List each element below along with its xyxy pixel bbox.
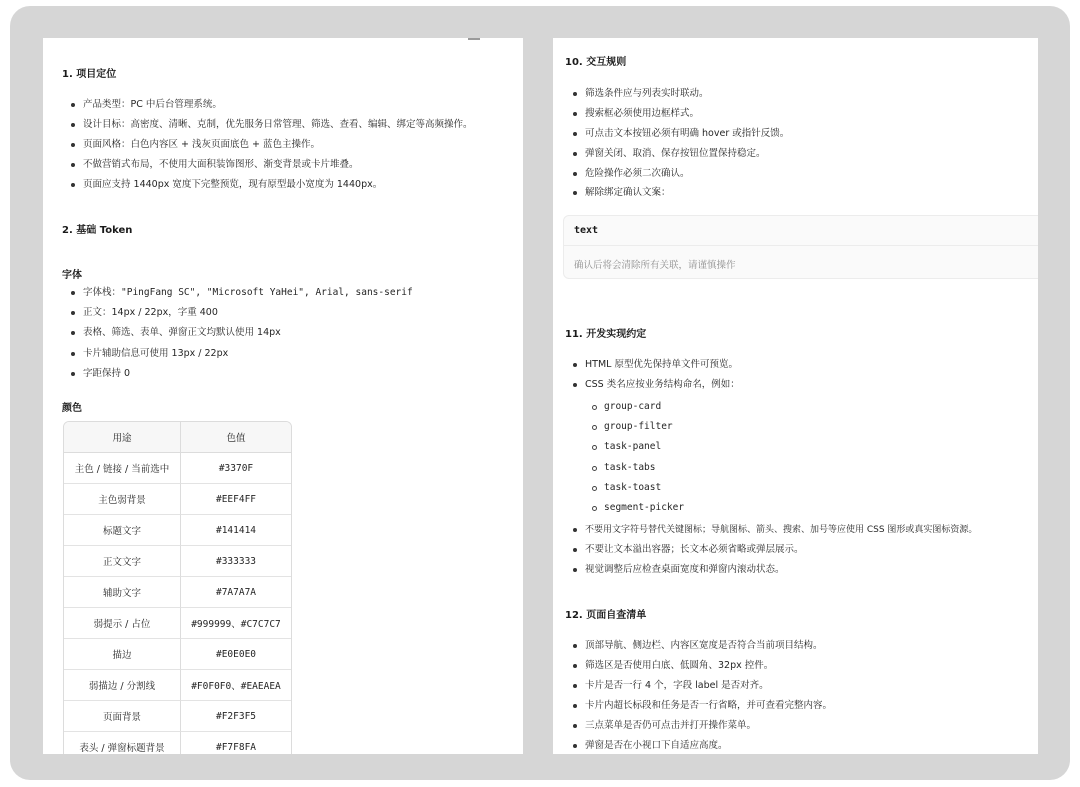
table-row xyxy=(64,701,291,732)
table-cell: 主色 / 链接 / 当前选中 xyxy=(64,453,181,484)
list-item: 卡片是否一行 4 个，字段 label 是否对齐。 xyxy=(585,680,769,691)
table-cell: 辅助文字 xyxy=(64,577,181,608)
left-document-pane xyxy=(43,38,523,754)
table-cell: 正文文字 xyxy=(64,546,181,577)
list-item: group-filter xyxy=(604,421,673,432)
table-cell: 弱描边 / 分割线 xyxy=(64,670,181,701)
list-item: 顶部导航、侧边栏、内容区宽度是否符合当前项目结构。 xyxy=(585,640,823,651)
window-frame xyxy=(10,6,1070,780)
table-row xyxy=(64,732,291,754)
list-item: 不要用文字符号替代关键图标；导航图标、箭头、搜索、加号等应使用 CSS 图形或真实图标资源。 xyxy=(585,525,978,535)
list-item: 危险操作必须二次确认。 xyxy=(585,168,690,179)
list-item: 正文：14px / 22px，字重 400 xyxy=(83,307,218,318)
table-row xyxy=(64,546,291,577)
section-title-dev-conventions: 11. 开发实现约定 xyxy=(565,329,647,340)
list-item: 筛选条件应与列表实时联动。 xyxy=(585,88,709,99)
list-item: 字距保持 0 xyxy=(83,368,131,379)
list-item: HTML 原型优先保持单文件可预览。 xyxy=(585,359,738,370)
list-item: 不要让文本溢出容器；长文本必须省略或弹层展示。 xyxy=(585,544,804,555)
table-cell: #7A7A7A xyxy=(181,577,291,608)
table-cell: #141414 xyxy=(181,515,291,546)
section-title-positioning: 1. 项目定位 xyxy=(62,69,117,80)
section-title-interaction: 10. 交互规则 xyxy=(565,57,627,68)
table-row xyxy=(64,670,291,701)
table-row xyxy=(64,608,291,639)
section-title-tokens: 2. 基础 Token xyxy=(62,225,133,236)
list-item: 表格、筛选、表单、弹窗正文均默认使用 14px xyxy=(83,327,281,338)
code-divider xyxy=(564,245,1038,246)
list-item: 视觉调整后应检查桌面宽度和弹窗内滚动状态。 xyxy=(585,564,785,575)
table-cell: #F0F0F0、#EAEAEA xyxy=(181,670,291,701)
subsection-title-color: 颜色 xyxy=(62,403,82,414)
scroll-marker xyxy=(468,38,480,40)
table-cell: 弱提示 / 占位 xyxy=(64,608,181,639)
table-cell: 表头 / 弹窗标题背景 xyxy=(64,732,181,754)
code-language-label: text xyxy=(574,225,599,236)
list-item: 设计目标：高密度、清晰、克制，优先服务日常管理、筛选、查看、编辑、绑定等高频操作。 xyxy=(83,119,473,130)
list-item: 页面风格：白色内容区 + 浅灰页面底色 + 蓝色主操作。 xyxy=(83,139,320,150)
right-document-pane xyxy=(553,38,1038,754)
table-cell: #3370F xyxy=(181,453,291,484)
list-item: segment-picker xyxy=(604,502,685,513)
table-cell: #F2F3F5 xyxy=(181,701,291,732)
code-content: 确认后将会清除所有关联，请谨慎操作 xyxy=(574,260,736,271)
list-item: 弹窗是否在小视口下自适应高度。 xyxy=(585,740,728,751)
list-item: task-panel xyxy=(604,441,662,452)
table-cell: #333333 xyxy=(181,546,291,577)
list-item: 页面应支持 1440px 宽度下完整预览，现有原型最小宽度为 1440px。 xyxy=(83,179,383,190)
table-row xyxy=(64,639,291,670)
list-item: 解除绑定确认文案： xyxy=(585,187,671,198)
list-item: 字体栈："PingFang SC", "Microsoft YaHei", Arial, sans-serif xyxy=(83,287,413,298)
code-block xyxy=(563,215,1038,279)
list-item: CSS 类名应按业务结构命名，例如： xyxy=(585,379,740,390)
table-cell: #EEF4FF xyxy=(181,484,291,515)
list-item: task-tabs xyxy=(604,462,656,473)
table-cell: 标题文字 xyxy=(64,515,181,546)
list-item: 不做营销式布局，不使用大面积装饰图形、渐变背景或卡片堆叠。 xyxy=(83,159,359,170)
section-title-checklist: 12. 页面自查清单 xyxy=(565,610,647,621)
list-item: 产品类型：PC 中后台管理系统。 xyxy=(83,99,222,110)
color-token-table xyxy=(63,421,292,754)
table-row xyxy=(64,577,291,608)
table-cell: #999999、#C7C7C7 xyxy=(181,608,291,639)
table-cell: 主色弱背景 xyxy=(64,484,181,515)
table-cell: #F7F8FA xyxy=(181,732,291,754)
list-item: 卡片内超长标段和任务是否一行省略，并可查看完整内容。 xyxy=(585,700,833,711)
list-item: 弹窗关闭、取消、保存按钮位置保持稳定。 xyxy=(585,148,766,159)
list-item: task-toast xyxy=(604,482,662,493)
list-item: 可点击文本按钮必须有明确 hover 或指针反馈。 xyxy=(585,128,790,139)
table-row xyxy=(64,515,291,546)
table-cell: #E0E0E0 xyxy=(181,639,291,670)
list-item: 三点菜单是否仍可点击并打开操作菜单。 xyxy=(585,720,757,731)
table-cell: 页面背景 xyxy=(64,701,181,732)
table-cell: 描边 xyxy=(64,639,181,670)
list-item: 筛选区是否使用白底、低圆角、32px 控件。 xyxy=(585,660,774,671)
subsection-title-font: 字体 xyxy=(62,270,82,281)
table-header: 用途 xyxy=(64,422,181,453)
table-header: 色值 xyxy=(181,422,291,453)
list-item: group-card xyxy=(604,401,662,412)
table-row xyxy=(64,453,291,484)
table-row xyxy=(64,484,291,515)
list-item: 搜索框必须使用边框样式。 xyxy=(585,108,700,119)
list-item: 卡片辅助信息可使用 13px / 22px xyxy=(83,348,229,359)
table-header-row xyxy=(64,422,291,453)
